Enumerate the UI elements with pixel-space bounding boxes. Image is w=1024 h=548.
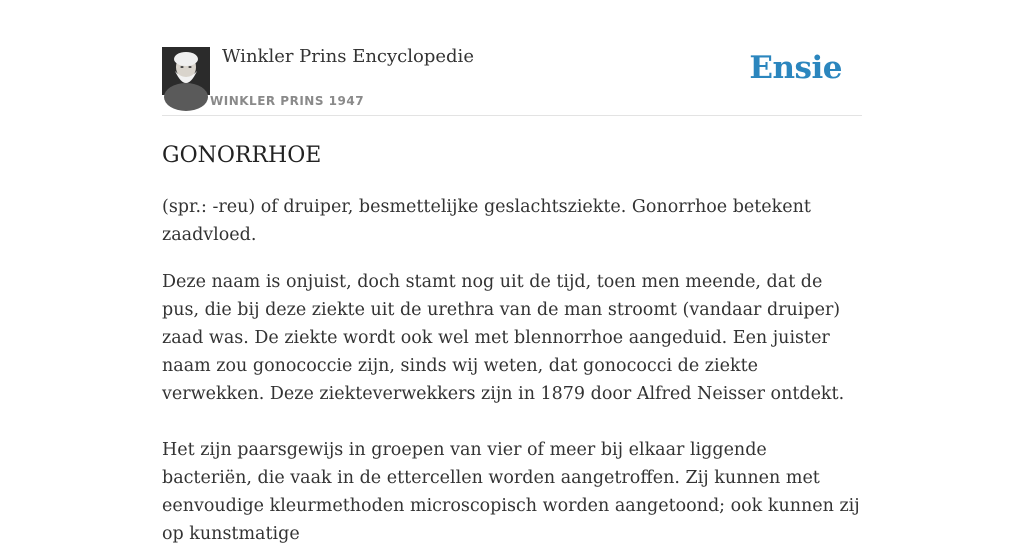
source-title[interactable]: Winkler Prins Encyclopedie [222,46,474,67]
ensie-logo-link[interactable]: Ensie [749,50,842,86]
article-paragraph: (spr.: -reu) of druiper, besmettelijke geslachtsziekte. Gonorrhoe betekent zaadvloed. [162,197,811,245]
article-paragraph: Deze naam is onjuist, doch stamt nog uit de tijd, toen men meende, dat de pus, die bij deze ziekte uit de urethra van de man stroomt (vandaar druiper) zaad was. De ziekte wordt ook wel met blennorrhoe aangeduid. Een juister naam zou gonococcie zijn, sinds wij weten, dat gonococci de ziekte verwekken. Deze ziekteverwekkers zijn in 1879 door Alfred Neisser ontdekt. [162,272,845,404]
article-page [162,0,862,544]
source-header [162,0,862,116]
portrait-avatar-icon [162,47,210,95]
source-subtitle[interactable]: WINKLER PRINS 1947 [210,94,365,108]
article-title: GONORRHOE [162,143,322,168]
article-paragraph: Het zijn paarsgewijs in groepen van vier of meer bij elkaar liggende bacteriën, die vaak in de ettercellen worden aangetroffen. Zij kunnen met eenvoudige kleurmethoden microscopisch worden aangetoond; ook kunnen zij op kunstmatige [162,440,860,544]
source-avatar[interactable] [162,47,210,95]
